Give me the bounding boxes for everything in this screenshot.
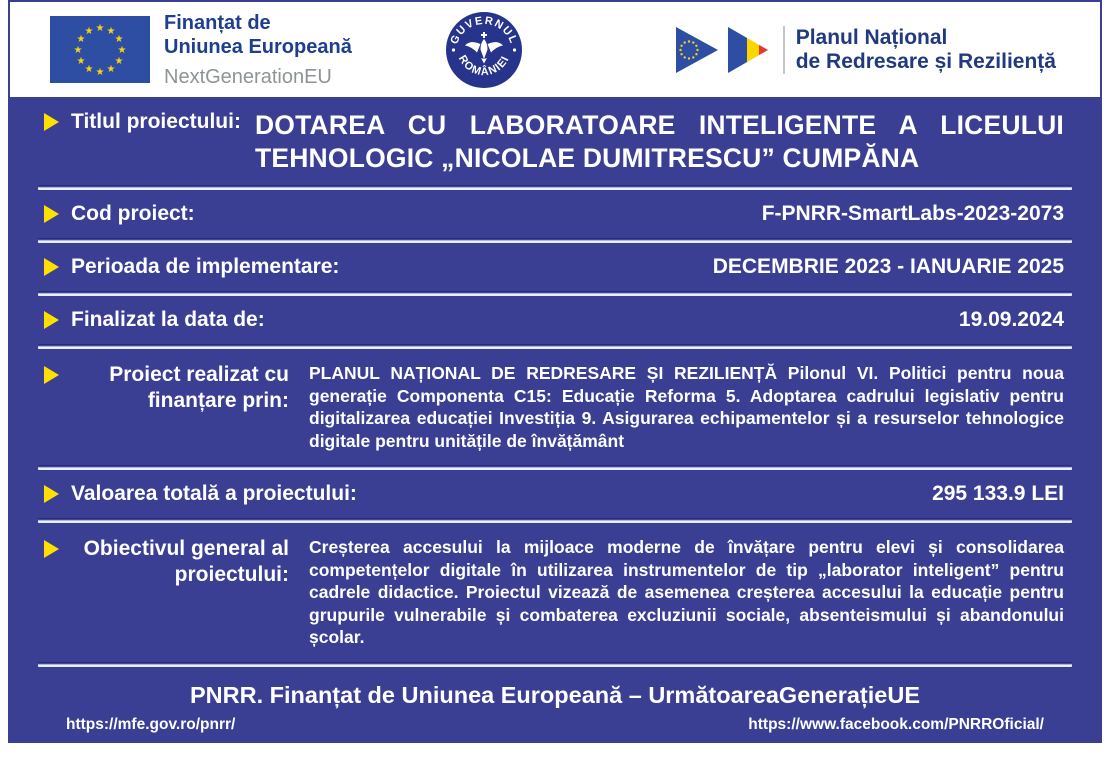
- financing-source-label: Proiect realizat cu finanțare prin:: [109, 363, 289, 412]
- general-objective-value: Creșterea accesului la mijloace moderne de învățare pentru elevi și consolidarea competențelor digitale în utilizarea instrumentelor de tip „laborator inteligent” pentru cadrele didactice. Proiectul vizează de asemenea creșterea accesului la educație pentru grupurile vulnerabile și combaterea excluziunii sociale, absenteismului și abandonului școlar.: [309, 537, 1064, 647]
- project-code-value: F-PNRR-SmartLabs-2023-2073: [761, 202, 1064, 225]
- row-general-objective: [8, 523, 1102, 662]
- svg-text:★: ★: [95, 67, 105, 78]
- bullet-triangle-icon: [44, 540, 59, 558]
- eu-funding-line1: Finanțat de: [164, 12, 271, 34]
- footer-heading: PNRR. Finanțat de Uniunea Europeană – UrmătoareaGenerațieUE: [190, 681, 920, 708]
- bullet-triangle-icon: [44, 311, 59, 329]
- svg-text:★: ★: [114, 34, 124, 45]
- svg-text:★: ★: [106, 26, 116, 37]
- separator-line: [38, 662, 1072, 667]
- nextgeneu-label: NextGenerationEU: [164, 66, 332, 88]
- row-completion-date: [8, 296, 1102, 344]
- project-code-label: Cod proiect:: [71, 202, 195, 225]
- pnrr-title-line2: de Redresare și Reziliență: [795, 49, 1056, 73]
- pnrr-facebook-link[interactable]: https://www.facebook.com/PNRROficial/: [748, 715, 1044, 733]
- svg-text:★: ★: [106, 64, 116, 75]
- project-title-label: Titlul proiectului:: [71, 110, 241, 133]
- general-objective-label: Obiectivul general al proiectului:: [83, 537, 289, 586]
- bullet-triangle-icon: [44, 485, 59, 503]
- completion-date-label: Finalizat la data de:: [71, 308, 265, 331]
- row-implementation-period: [8, 243, 1102, 291]
- header-logo-band: [8, 0, 1102, 97]
- seal-bottom-text: ROMÂNIEI: [455, 52, 512, 78]
- pnrr-title-line1: Planul Național: [795, 25, 948, 49]
- tricolor-play-triangle-icon: [728, 25, 768, 75]
- financing-source-value: PLANUL NAȚIONAL DE REDRESARE ȘI REZILIENȚĂ Pilonul VI. Politici pentru noua generație Componenta C15: Educație Reforma 5. Adoptarea cadrului legislativ pentru digitalizarea educației Investiția 9. Asigurarea echipamentelor și a resurselor tehnologice digitale pentru unitățile de învățământ: [309, 363, 1064, 451]
- total-value-label: Valoarea totală a proiectului:: [71, 482, 357, 505]
- bullet-triangle-icon: [44, 366, 59, 384]
- footer-links: [8, 709, 1102, 734]
- row-financing-source: [8, 349, 1102, 465]
- total-value-amount: 295 133.9 LEI: [932, 482, 1064, 505]
- mfe-pnrr-link[interactable]: https://mfe.gov.ro/pnrr/: [66, 715, 236, 733]
- implementation-period-value: DECEMBRIE 2023 - IANUARIE 2025: [712, 255, 1064, 278]
- implementation-period-label: Perioada de implementare:: [71, 255, 340, 278]
- svg-text:★: ★: [84, 26, 94, 37]
- project-title-value: DOTAREA CU LABORATOARE INTELIGENTE A LICEULUI TEHNOLOGIC „NICOLAE DUMITRESCU” CUMPĂNA: [254, 110, 1064, 173]
- project-info-panel: [8, 97, 1102, 743]
- pnrr-play-triangles-icon: [676, 25, 772, 75]
- svg-text:★: ★: [76, 34, 86, 45]
- svg-text:★: ★: [76, 56, 86, 67]
- bullet-triangle-icon: [44, 113, 59, 131]
- svg-text:★: ★: [73, 45, 83, 56]
- svg-text:★: ★: [84, 64, 94, 75]
- eu-flag-icon: [50, 16, 150, 83]
- completion-date-value: 19.09.2024: [958, 308, 1064, 331]
- seal-top-text: GUVERNUL: [448, 14, 520, 46]
- svg-text:★: ★: [117, 45, 127, 56]
- bullet-triangle-icon: [44, 205, 59, 223]
- romanian-government-seal-icon: [445, 11, 523, 89]
- row-project-title: [8, 97, 1102, 185]
- eu-funding-line2: Uniunea Europeană: [164, 36, 352, 58]
- eu-funding-logo: [50, 11, 352, 88]
- pnrr-logo-divider: [783, 26, 785, 74]
- svg-text:★: ★: [95, 23, 105, 34]
- row-project-code: [8, 190, 1102, 238]
- row-total-value: [8, 470, 1102, 518]
- pnrr-logo: [676, 25, 1056, 75]
- bullet-triangle-icon: [44, 258, 59, 276]
- svg-text:★: ★: [114, 56, 124, 67]
